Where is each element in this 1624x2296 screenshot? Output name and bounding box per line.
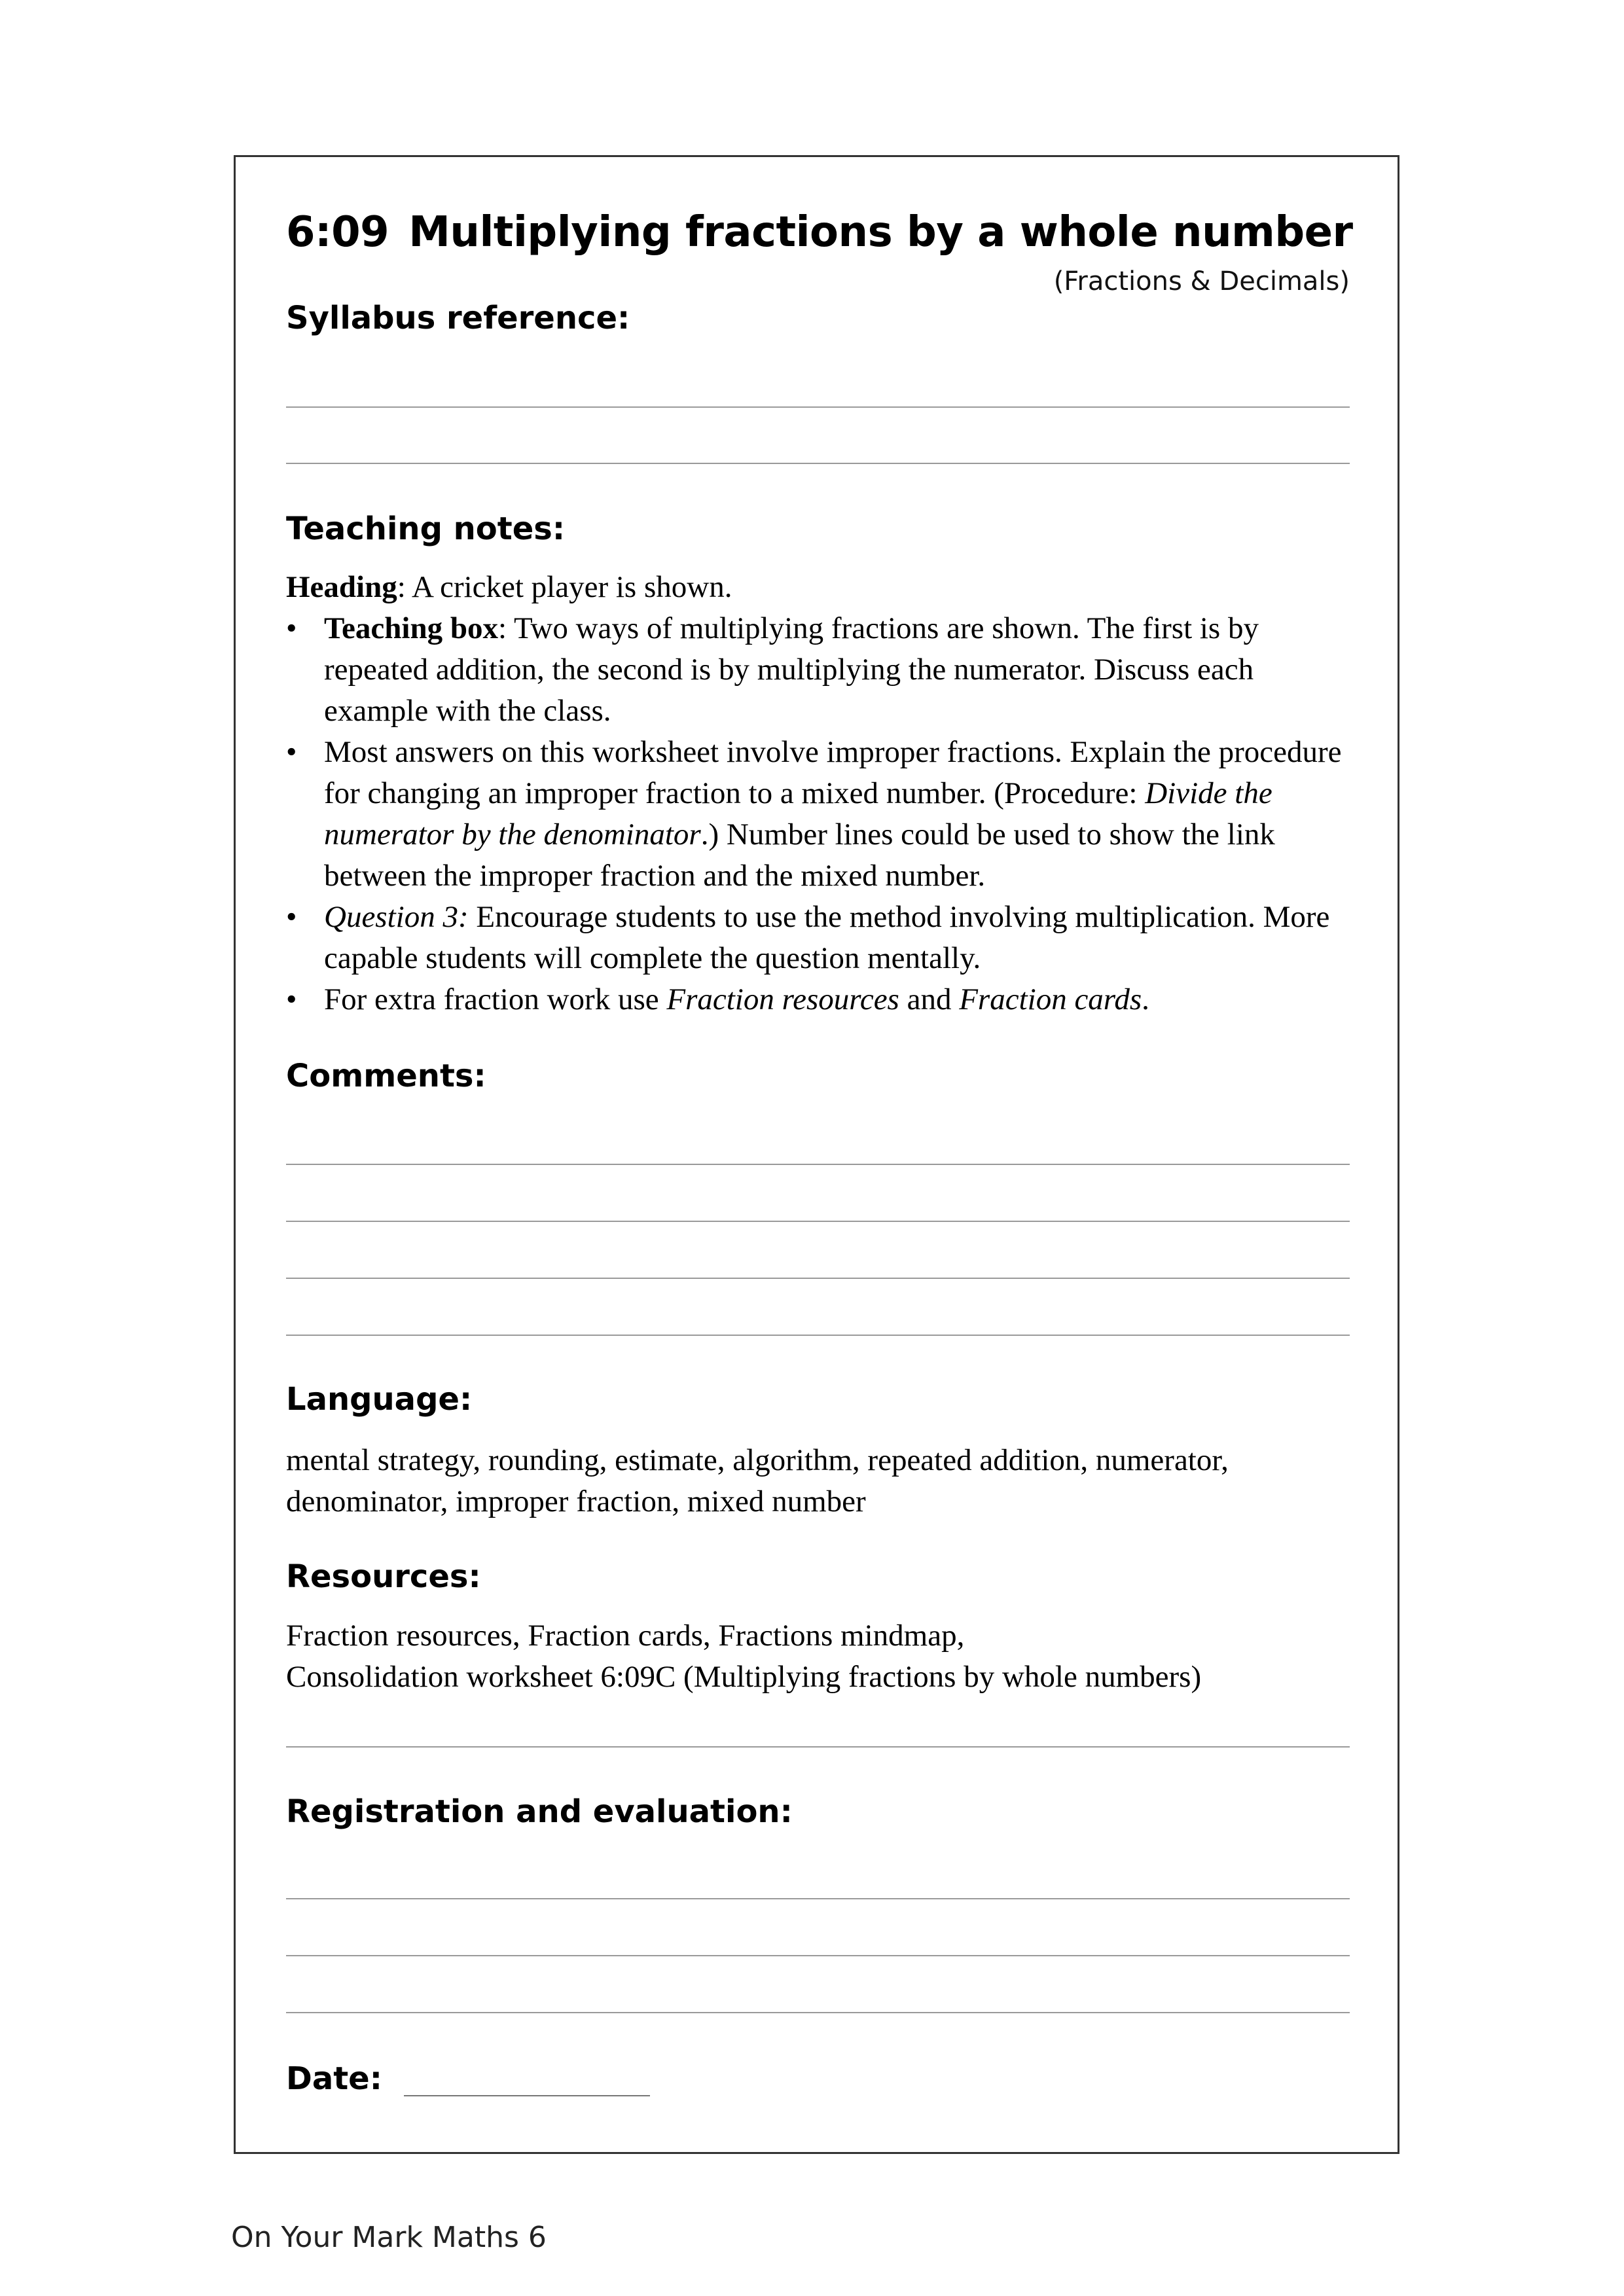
bullet-icon: •: [286, 735, 297, 769]
intro-text: : A cricket player is shown.: [397, 570, 732, 604]
syllabus-line-2[interactable]: [286, 463, 1350, 464]
language-text: mental strategy, rounding, estimate, algorithm, repeated addition, numerator, denominator, improper fraction, mixed number: [286, 1443, 1229, 1518]
comments-line-3[interactable]: [286, 1278, 1350, 1279]
bullet-4-italic-b: Fraction cards: [959, 982, 1142, 1016]
strand-label: (Fractions & Decimals): [1053, 266, 1350, 296]
list-item: [286, 979, 1360, 1020]
page-footer: On Your Mark Maths 6: [231, 2221, 547, 2254]
intro-bold-label: Heading: [286, 570, 397, 604]
teaching-notes-intro: [286, 567, 1360, 608]
syllabus-heading: Syllabus reference:: [286, 300, 630, 336]
registration-line-1[interactable]: [286, 1898, 1350, 1899]
bullet-4-text-b: and: [899, 982, 960, 1016]
bullet-1-bold: Teaching box: [324, 611, 498, 645]
bullet-2-text-b: .) Number lines could be used to show the link between the improper fraction and the mixed number.: [324, 817, 1275, 893]
bullet-icon: •: [286, 611, 297, 645]
page-title: [286, 208, 1353, 257]
comments-heading: Comments:: [286, 1058, 486, 1094]
list-item: [286, 608, 1360, 732]
bullet-2-italic: Divide the numerator by the denominator: [324, 776, 1272, 852]
bullet-3-text: Encourage students to use the method involving multiplication. More capable students will complete the question mentally.: [324, 900, 1330, 975]
comments-line-1[interactable]: [286, 1164, 1350, 1165]
page-frame: [234, 155, 1399, 2154]
section-number: 6:09: [286, 208, 389, 257]
resources-text: [286, 1615, 1360, 1698]
comments-line-2[interactable]: [286, 1221, 1350, 1222]
bullet-1-text: : Two ways of multiplying fractions are shown. The first is by repeated addition, the second is by multiplying the numerator. Discuss each example with the class.: [324, 611, 1259, 728]
list-item: [286, 732, 1360, 897]
registration-heading: Registration and evaluation:: [286, 1793, 793, 1830]
date-field[interactable]: [404, 2095, 650, 2096]
teaching-notes-heading: Teaching notes:: [286, 511, 566, 547]
bullet-2-text-a: Most answers on this worksheet involve improper fractions. Explain the procedure for changing an improper fraction to a mixed number. (Procedure:: [324, 735, 1342, 810]
resources-heading: Resources:: [286, 1558, 481, 1595]
resources-line-2: Consolidation worksheet 6:09C (Multiplying fractions by whole numbers): [286, 1660, 1202, 1694]
syllabus-line-1[interactable]: [286, 406, 1350, 408]
teaching-notes-list: [286, 608, 1360, 1020]
bullet-4-text-c: .: [1142, 982, 1149, 1016]
date-label: Date:: [286, 2060, 382, 2097]
registration-line-2[interactable]: [286, 1955, 1350, 1956]
comments-line-4[interactable]: [286, 1335, 1350, 1336]
section-title: Multiplying fractions by a whole number: [408, 208, 1353, 257]
bullet-4-text-a: For extra fraction work use: [324, 982, 667, 1016]
list-item: [286, 897, 1360, 979]
bullet-3-italic: Question 3:: [324, 900, 469, 934]
resources-rule: [286, 1746, 1350, 1748]
language-heading: Language:: [286, 1381, 473, 1418]
registration-line-3[interactable]: [286, 2012, 1350, 2013]
resources-line-1: Fraction resources, Fraction cards, Fractions mindmap,: [286, 1619, 965, 1653]
bullet-icon: •: [286, 982, 297, 1016]
teaching-notes-body: [286, 567, 1360, 1020]
bullet-icon: •: [286, 900, 297, 934]
bullet-4-italic-a: Fraction resources: [666, 982, 899, 1016]
